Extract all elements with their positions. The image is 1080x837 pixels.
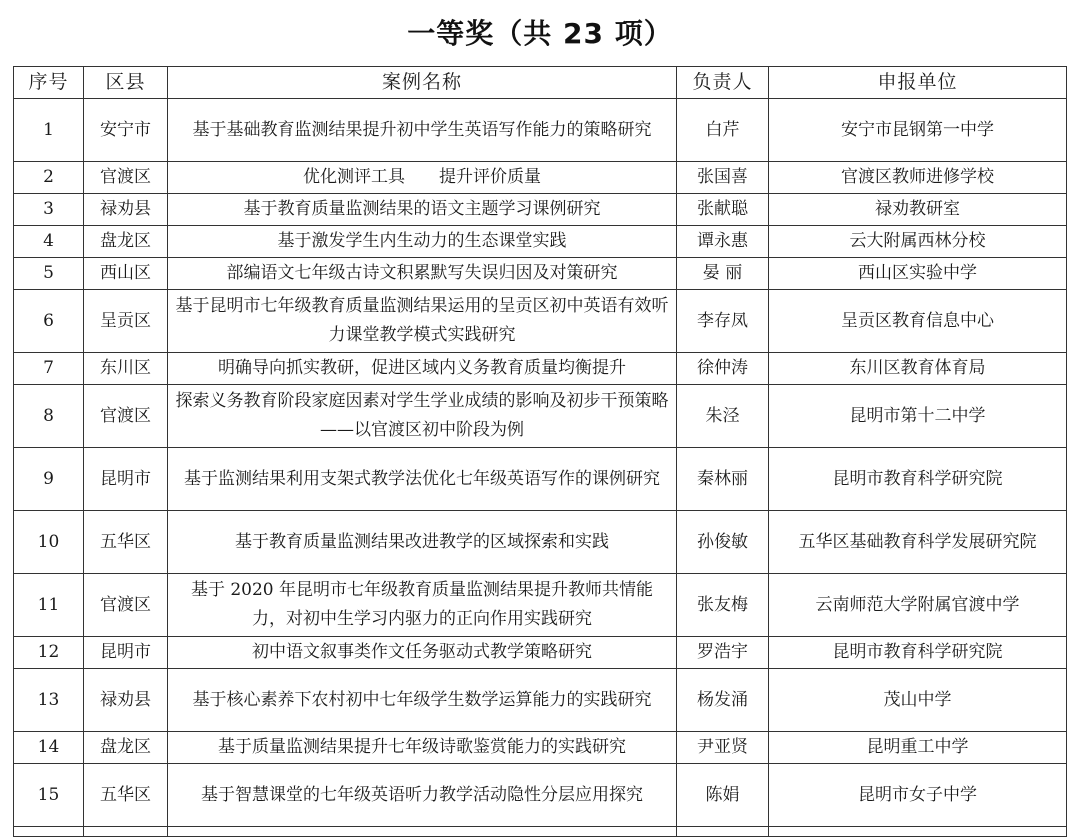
table-row <box>14 669 1067 732</box>
cell-case-name: 基于教育质量监测结果的语文主题学习课例研究 <box>168 194 677 226</box>
cell-case-name <box>168 827 677 837</box>
table-row <box>14 511 1067 574</box>
cell-district: 官渡区 <box>84 162 168 194</box>
cell-unit: 云大附属西林分校 <box>769 226 1067 258</box>
cell-district: 昆明市 <box>84 448 168 511</box>
cell-no: 1 <box>14 99 84 162</box>
table-row <box>14 764 1067 827</box>
cell-case-name: 基于智慧课堂的七年级英语听力教学活动隐性分层应用探究 <box>168 764 677 827</box>
cell-owner: 张献聪 <box>677 194 769 226</box>
cell-no <box>14 827 84 837</box>
award-table <box>13 66 1067 837</box>
cell-owner: 尹亚贤 <box>677 732 769 764</box>
cell-owner: 杨发涌 <box>677 669 769 732</box>
cell-owner: 晏 丽 <box>677 258 769 290</box>
cell-unit: 云南师范大学附属官渡中学 <box>769 574 1067 637</box>
cell-case-name: 初中语文叙事类作文任务驱动式教学策略研究 <box>168 637 677 669</box>
cell-case-name: 基于 2020 年昆明市七年级教育质量监测结果提升教师共情能力，对初中生学习内驱力的正向作用实践研究 <box>168 574 677 637</box>
cell-district: 昆明市 <box>84 637 168 669</box>
table-row <box>14 385 1067 448</box>
table-row <box>14 637 1067 669</box>
cell-case-name: 基于质量监测结果提升七年级诗歌鉴赏能力的实践研究 <box>168 732 677 764</box>
cell-case-name: 基于教育质量监测结果改进教学的区域探索和实践 <box>168 511 677 574</box>
header-no: 序号 <box>14 67 84 99</box>
page-title: 一等奖（共 23 项） <box>407 17 673 50</box>
cell-case-name: 基于核心素养下农村初中七年级学生数学运算能力的实践研究 <box>168 669 677 732</box>
cell-unit: 茂山中学 <box>769 669 1067 732</box>
table-row <box>14 162 1067 194</box>
cell-unit: 官渡区教师进修学校 <box>769 162 1067 194</box>
cell-owner: 李存凤 <box>677 290 769 353</box>
cell-district: 官渡区 <box>84 385 168 448</box>
table-row <box>14 448 1067 511</box>
table-body <box>14 99 1067 837</box>
cell-owner: 徐仲涛 <box>677 353 769 385</box>
cell-district: 呈贡区 <box>84 290 168 353</box>
cell-no: 7 <box>14 353 84 385</box>
cell-district: 禄劝县 <box>84 194 168 226</box>
cell-no: 2 <box>14 162 84 194</box>
header-owner: 负责人 <box>677 67 769 99</box>
cell-unit: 昆明市第十二中学 <box>769 385 1067 448</box>
header-district: 区县 <box>84 67 168 99</box>
table-row <box>14 353 1067 385</box>
cell-no: 11 <box>14 574 84 637</box>
cell-owner: 罗浩宇 <box>677 637 769 669</box>
cell-unit: 呈贡区教育信息中心 <box>769 290 1067 353</box>
cell-district: 西山区 <box>84 258 168 290</box>
table-row <box>14 258 1067 290</box>
cell-owner <box>677 827 769 837</box>
cell-no: 8 <box>14 385 84 448</box>
cell-unit: 东川区教育体育局 <box>769 353 1067 385</box>
cell-owner: 张友梅 <box>677 574 769 637</box>
cell-district: 五华区 <box>84 764 168 827</box>
cell-case-name: 基于监测结果利用支架式教学法优化七年级英语写作的课例研究 <box>168 448 677 511</box>
cell-district: 盘龙区 <box>84 732 168 764</box>
cell-no: 10 <box>14 511 84 574</box>
cell-no: 15 <box>14 764 84 827</box>
cell-unit: 五华区基础教育科学发展研究院 <box>769 511 1067 574</box>
cell-owner: 朱泾 <box>677 385 769 448</box>
cell-no: 3 <box>14 194 84 226</box>
table-row <box>14 226 1067 258</box>
cell-district: 五华区 <box>84 511 168 574</box>
cell-district: 禄劝县 <box>84 669 168 732</box>
cell-owner: 孙俊敏 <box>677 511 769 574</box>
cell-unit: 安宁市昆钢第一中学 <box>769 99 1067 162</box>
table-row <box>14 732 1067 764</box>
cell-case-name: 基于昆明市七年级教育质量监测结果运用的呈贡区初中英语有效听力课堂教学模式实践研究 <box>168 290 677 353</box>
table-row <box>14 290 1067 353</box>
cell-case-name: 优化测评工具 提升评价质量 <box>168 162 677 194</box>
table-row <box>14 574 1067 637</box>
table-header-row <box>14 67 1067 99</box>
cell-owner: 张国喜 <box>677 162 769 194</box>
cell-no: 9 <box>14 448 84 511</box>
cell-case-name: 基于基础教育监测结果提升初中学生英语写作能力的策略研究 <box>168 99 677 162</box>
cell-no: 5 <box>14 258 84 290</box>
cell-unit: 禄劝教研室 <box>769 194 1067 226</box>
table-row-partial <box>14 827 1067 837</box>
cell-owner: 谭永惠 <box>677 226 769 258</box>
cell-district: 东川区 <box>84 353 168 385</box>
cell-unit <box>769 827 1067 837</box>
cell-unit: 西山区实验中学 <box>769 258 1067 290</box>
cell-unit: 昆明市女子中学 <box>769 764 1067 827</box>
cell-case-name: 基于激发学生内生动力的生态课堂实践 <box>168 226 677 258</box>
cell-district: 安宁市 <box>84 99 168 162</box>
cell-unit: 昆明市教育科学研究院 <box>769 448 1067 511</box>
cell-no: 12 <box>14 637 84 669</box>
cell-owner: 白芹 <box>677 99 769 162</box>
cell-case-name: 部编语文七年级古诗文积累默写失误归因及对策研究 <box>168 258 677 290</box>
cell-owner: 陈娟 <box>677 764 769 827</box>
cell-district <box>84 827 168 837</box>
cell-case-name: 探索义务教育阶段家庭因素对学生学业成绩的影响及初步干预策略——以官渡区初中阶段为例 <box>168 385 677 448</box>
header-case-name: 案例名称 <box>168 67 677 99</box>
cell-no: 13 <box>14 669 84 732</box>
table-row <box>14 99 1067 162</box>
header-unit: 申报单位 <box>769 67 1067 99</box>
cell-unit: 昆明市教育科学研究院 <box>769 637 1067 669</box>
cell-no: 14 <box>14 732 84 764</box>
cell-unit: 昆明重工中学 <box>769 732 1067 764</box>
cell-owner: 秦林丽 <box>677 448 769 511</box>
cell-district: 官渡区 <box>84 574 168 637</box>
cell-no: 6 <box>14 290 84 353</box>
cell-case-name: 明确导向抓实教研，促进区域内义务教育质量均衡提升 <box>168 353 677 385</box>
table-row <box>14 194 1067 226</box>
cell-district: 盘龙区 <box>84 226 168 258</box>
cell-no: 4 <box>14 226 84 258</box>
